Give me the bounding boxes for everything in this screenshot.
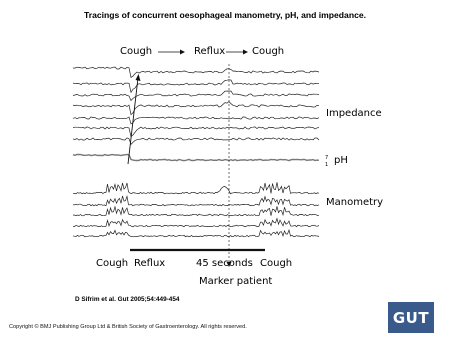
bottom-label-reflux: Reflux: [134, 258, 166, 269]
manometry-label: Manometry: [326, 197, 384, 208]
impedance-trace: [73, 91, 319, 101]
onset-arrow: [128, 78, 138, 164]
manometry-trace: [73, 206, 319, 215]
copyright-notice: Copyright © BMJ Publishing Group Ltd & British Society of Gastroenterology. All rights reserved.: [9, 324, 247, 330]
impedance-trace: [73, 102, 319, 115]
bottom-label-cough-2: Cough: [260, 258, 293, 269]
impedance-trace: [73, 67, 319, 77]
tracing-figure: [68, 38, 384, 300]
gut-logo: GUT: [388, 302, 434, 333]
bottom-label-cough-1: Cough: [96, 258, 129, 269]
manometry-trace: [73, 182, 319, 194]
impedance-trace: [73, 80, 319, 93]
onset-arrowhead: [136, 74, 141, 81]
top-label-cough-2: Cough: [252, 46, 285, 57]
ph-scale-bottom: 1: [325, 162, 329, 168]
marker-patient-label: Marker patient: [199, 276, 273, 287]
ph-label: pH: [334, 155, 348, 166]
top-label-cough-1: Cough: [120, 46, 153, 57]
impedance-label: Impedance: [326, 108, 382, 119]
manometry-trace: [73, 219, 319, 227]
impedance-trace: [73, 138, 319, 144]
manometry-trace: [73, 230, 319, 237]
ph-scale-top: 7: [325, 155, 329, 161]
impedance-trace: [73, 117, 319, 124]
arrowhead-2: [243, 50, 248, 55]
arrowhead-1: [180, 50, 185, 55]
manometry-trace: [73, 196, 319, 206]
citation: D Sifrim et al. Gut 2005;54:449-454: [75, 296, 180, 303]
slide-title: Tracings of concurrent oesophageal manometry, pH, and impedance.: [83, 10, 367, 20]
ph-trace: [73, 154, 319, 160]
top-label-reflux: Reflux: [194, 46, 226, 57]
impedance-trace: [73, 127, 319, 137]
bottom-label-duration: 45 seconds: [196, 258, 253, 269]
